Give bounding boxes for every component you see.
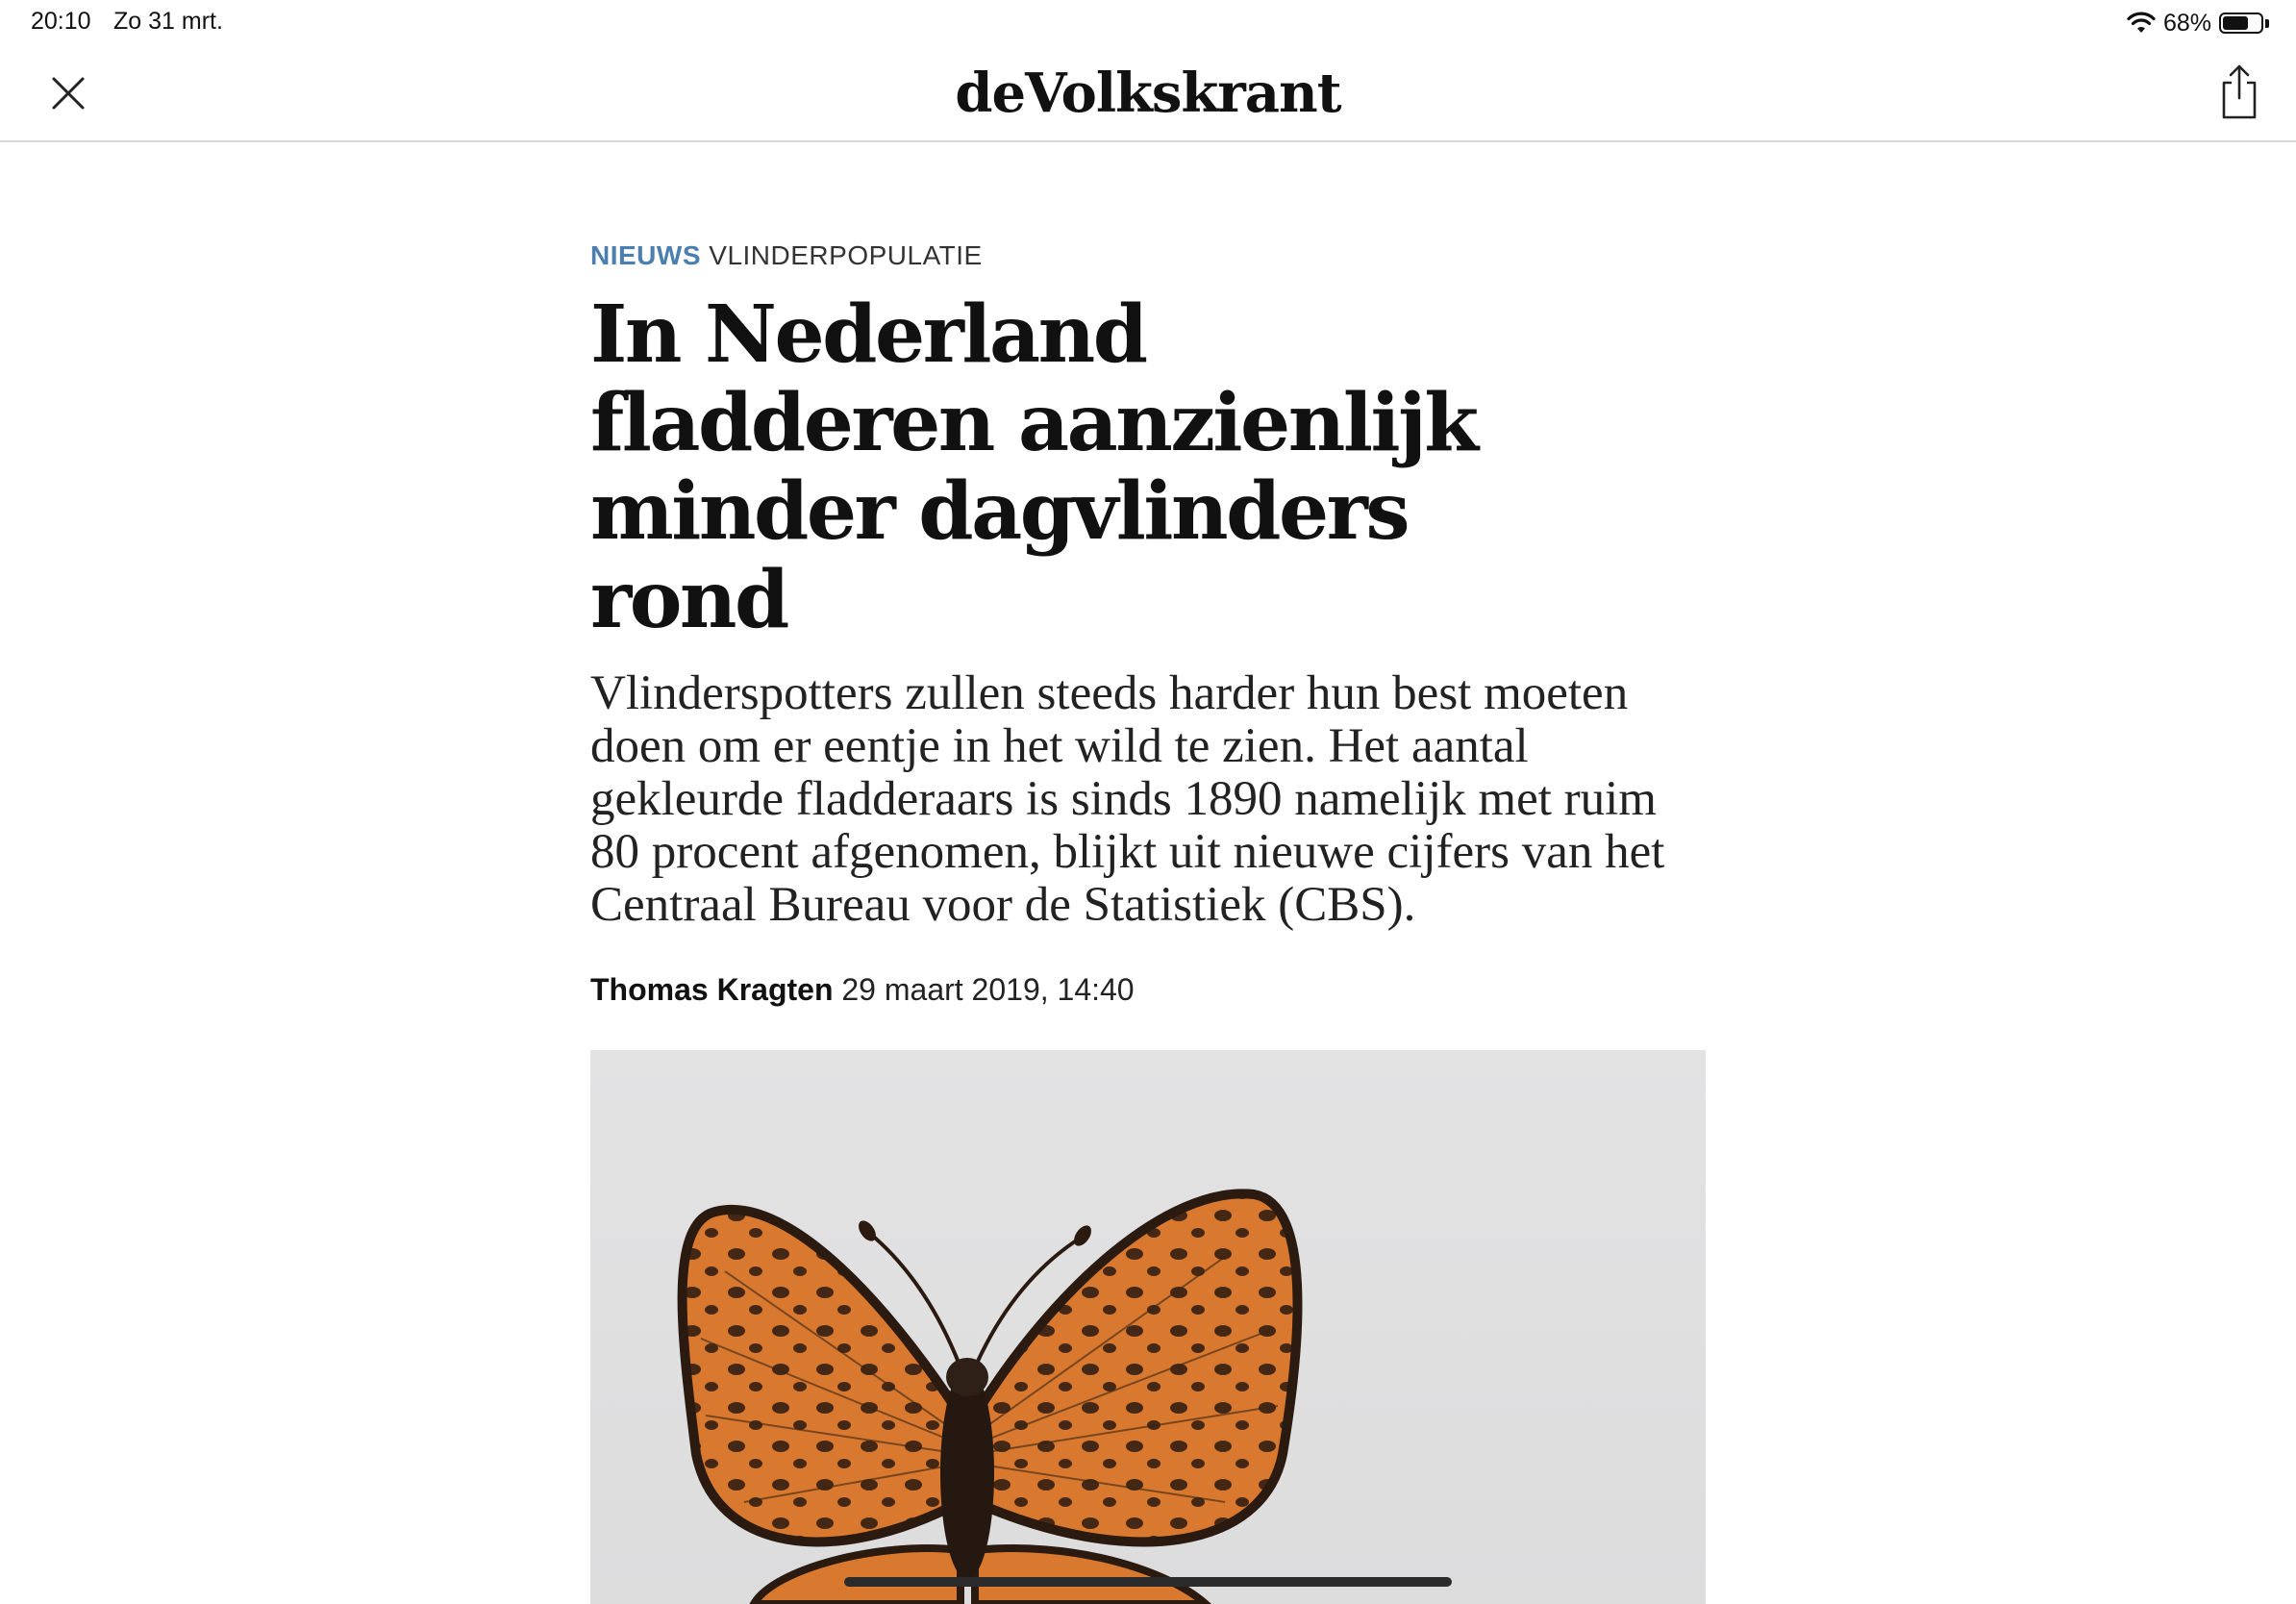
article-header: [0, 44, 2296, 142]
article-byline: [590, 970, 1706, 1009]
wifi-icon: [2127, 12, 2156, 35]
status-date: Zo 31 mrt.: [113, 8, 223, 35]
kicker-section[interactable]: NIEUWS: [590, 240, 701, 270]
battery-icon: [2219, 13, 2263, 34]
battery-percentage: 68%: [2162, 9, 2211, 37]
article-photo[interactable]: [590, 1050, 1706, 1604]
article: [590, 237, 1706, 1009]
status-time: 20:10: [31, 8, 91, 35]
home-indicator[interactable]: [844, 1577, 1452, 1587]
byline-date: 29 maart 2019, 14:40: [841, 972, 1135, 1007]
status-bar: [0, 0, 2296, 44]
article-intro: Vlinderspotters zullen steeds harder hun best moeten doen om er eentje in het wild te zien. Het aantal gekleurde fladderaars is sinds 1890 namelijk met ruim 80 procent afgenomen, blijkt uit nieuwe cijfers van het Centraal Bureau voor de Statistiek (CBS).: [590, 666, 1665, 932]
battery-tip: [2265, 19, 2269, 28]
newspaper-logo: deVolkskrant: [955, 62, 1341, 125]
butterfly-body: [940, 1367, 994, 1579]
byline-author[interactable]: Thomas Kragten: [590, 972, 834, 1007]
butterfly-illustration: [590, 1050, 1706, 1604]
kicker-topic[interactable]: VLINDERPOPULATIE: [709, 240, 983, 270]
share-icon[interactable]: [2215, 62, 2263, 121]
article-headline: In Nederland fladderen aanzienlijk minder dagvlinders rond: [590, 288, 1477, 646]
battery-level: [2223, 16, 2248, 30]
article-kicker: [590, 237, 1706, 275]
status-indicators: [2127, 8, 2269, 38]
